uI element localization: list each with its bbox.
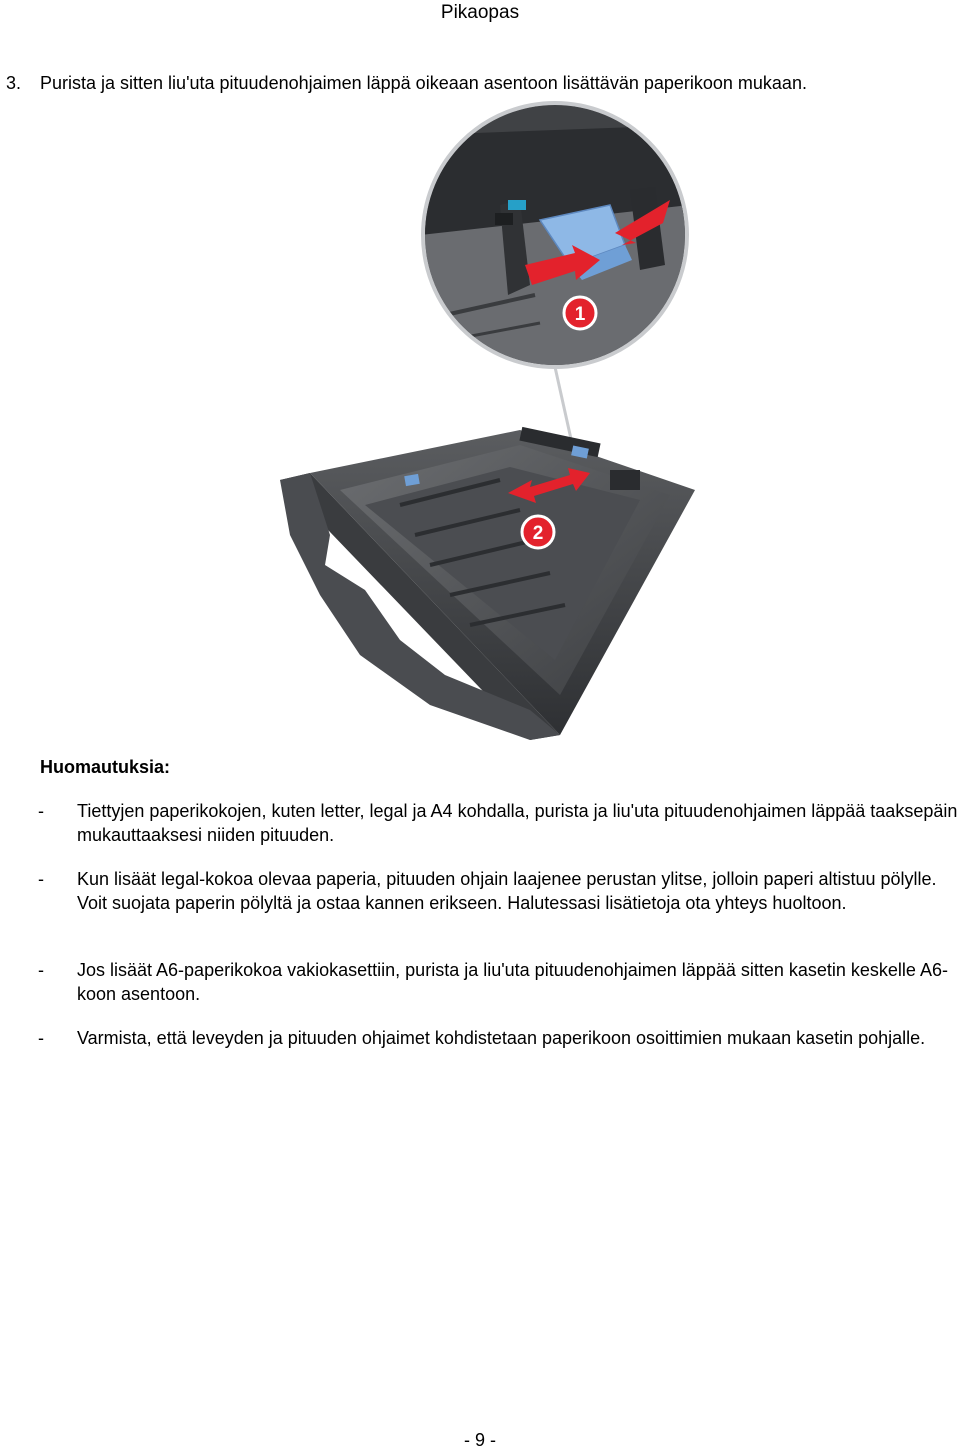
step-number: 3. — [6, 73, 22, 93]
note-dash: - — [38, 869, 44, 889]
callout-1 — [564, 297, 596, 329]
note-text: Varmista, että leveyden ja pituuden ohjaimet kohdistetaan paperikoon osoittimien mukaan kasetin pohjalle. — [77, 1028, 926, 1048]
page-header: Pikaopas — [440, 2, 520, 23]
callout-2-label: 2 — [532, 523, 544, 544]
notes-heading: Huomautuksia: — [40, 757, 171, 777]
note-dash: - — [38, 801, 44, 821]
note-dash: - — [38, 960, 44, 980]
page-number: - 9 - — [463, 1430, 496, 1450]
note-text: Kun lisäät legal-kokoa olevaa paperia, pituuden ohjain laajenee perustan ylitse, jolloin paperi altistuu pölylle. Voit suojata paperin pölyltä ja ostaa kannen erikseen. Halutessasi lisätietoja ota yhteys huoltoon. — [77, 869, 937, 913]
callout-1-label: 1 — [574, 304, 586, 325]
paper-tray-illustration — [270, 95, 700, 740]
paper-tray — [280, 427, 695, 740]
note-dash: - — [38, 1028, 44, 1048]
note-text: Jos lisäät A6-paperikokoa vakiokasettiin, purista ja liu'uta pituudenohjaimen läppää sitten kasetin keskelle A6-koon asentoon. — [77, 960, 948, 1004]
zoom-detail — [420, 95, 700, 375]
note-text: Tiettyjen paperikokojen, kuten letter, legal ja A4 kohdalla, purista ja liu'uta pituudenohjaimen läppää taaksepäin mukauttaaksesi niiden pituuden. — [77, 801, 958, 845]
step-text: Purista ja sitten liu'uta pituudenohjaimen läppä oikeaan asentoon lisättävän paperikoon mukaan. — [40, 73, 807, 93]
callout-2 — [522, 516, 554, 548]
